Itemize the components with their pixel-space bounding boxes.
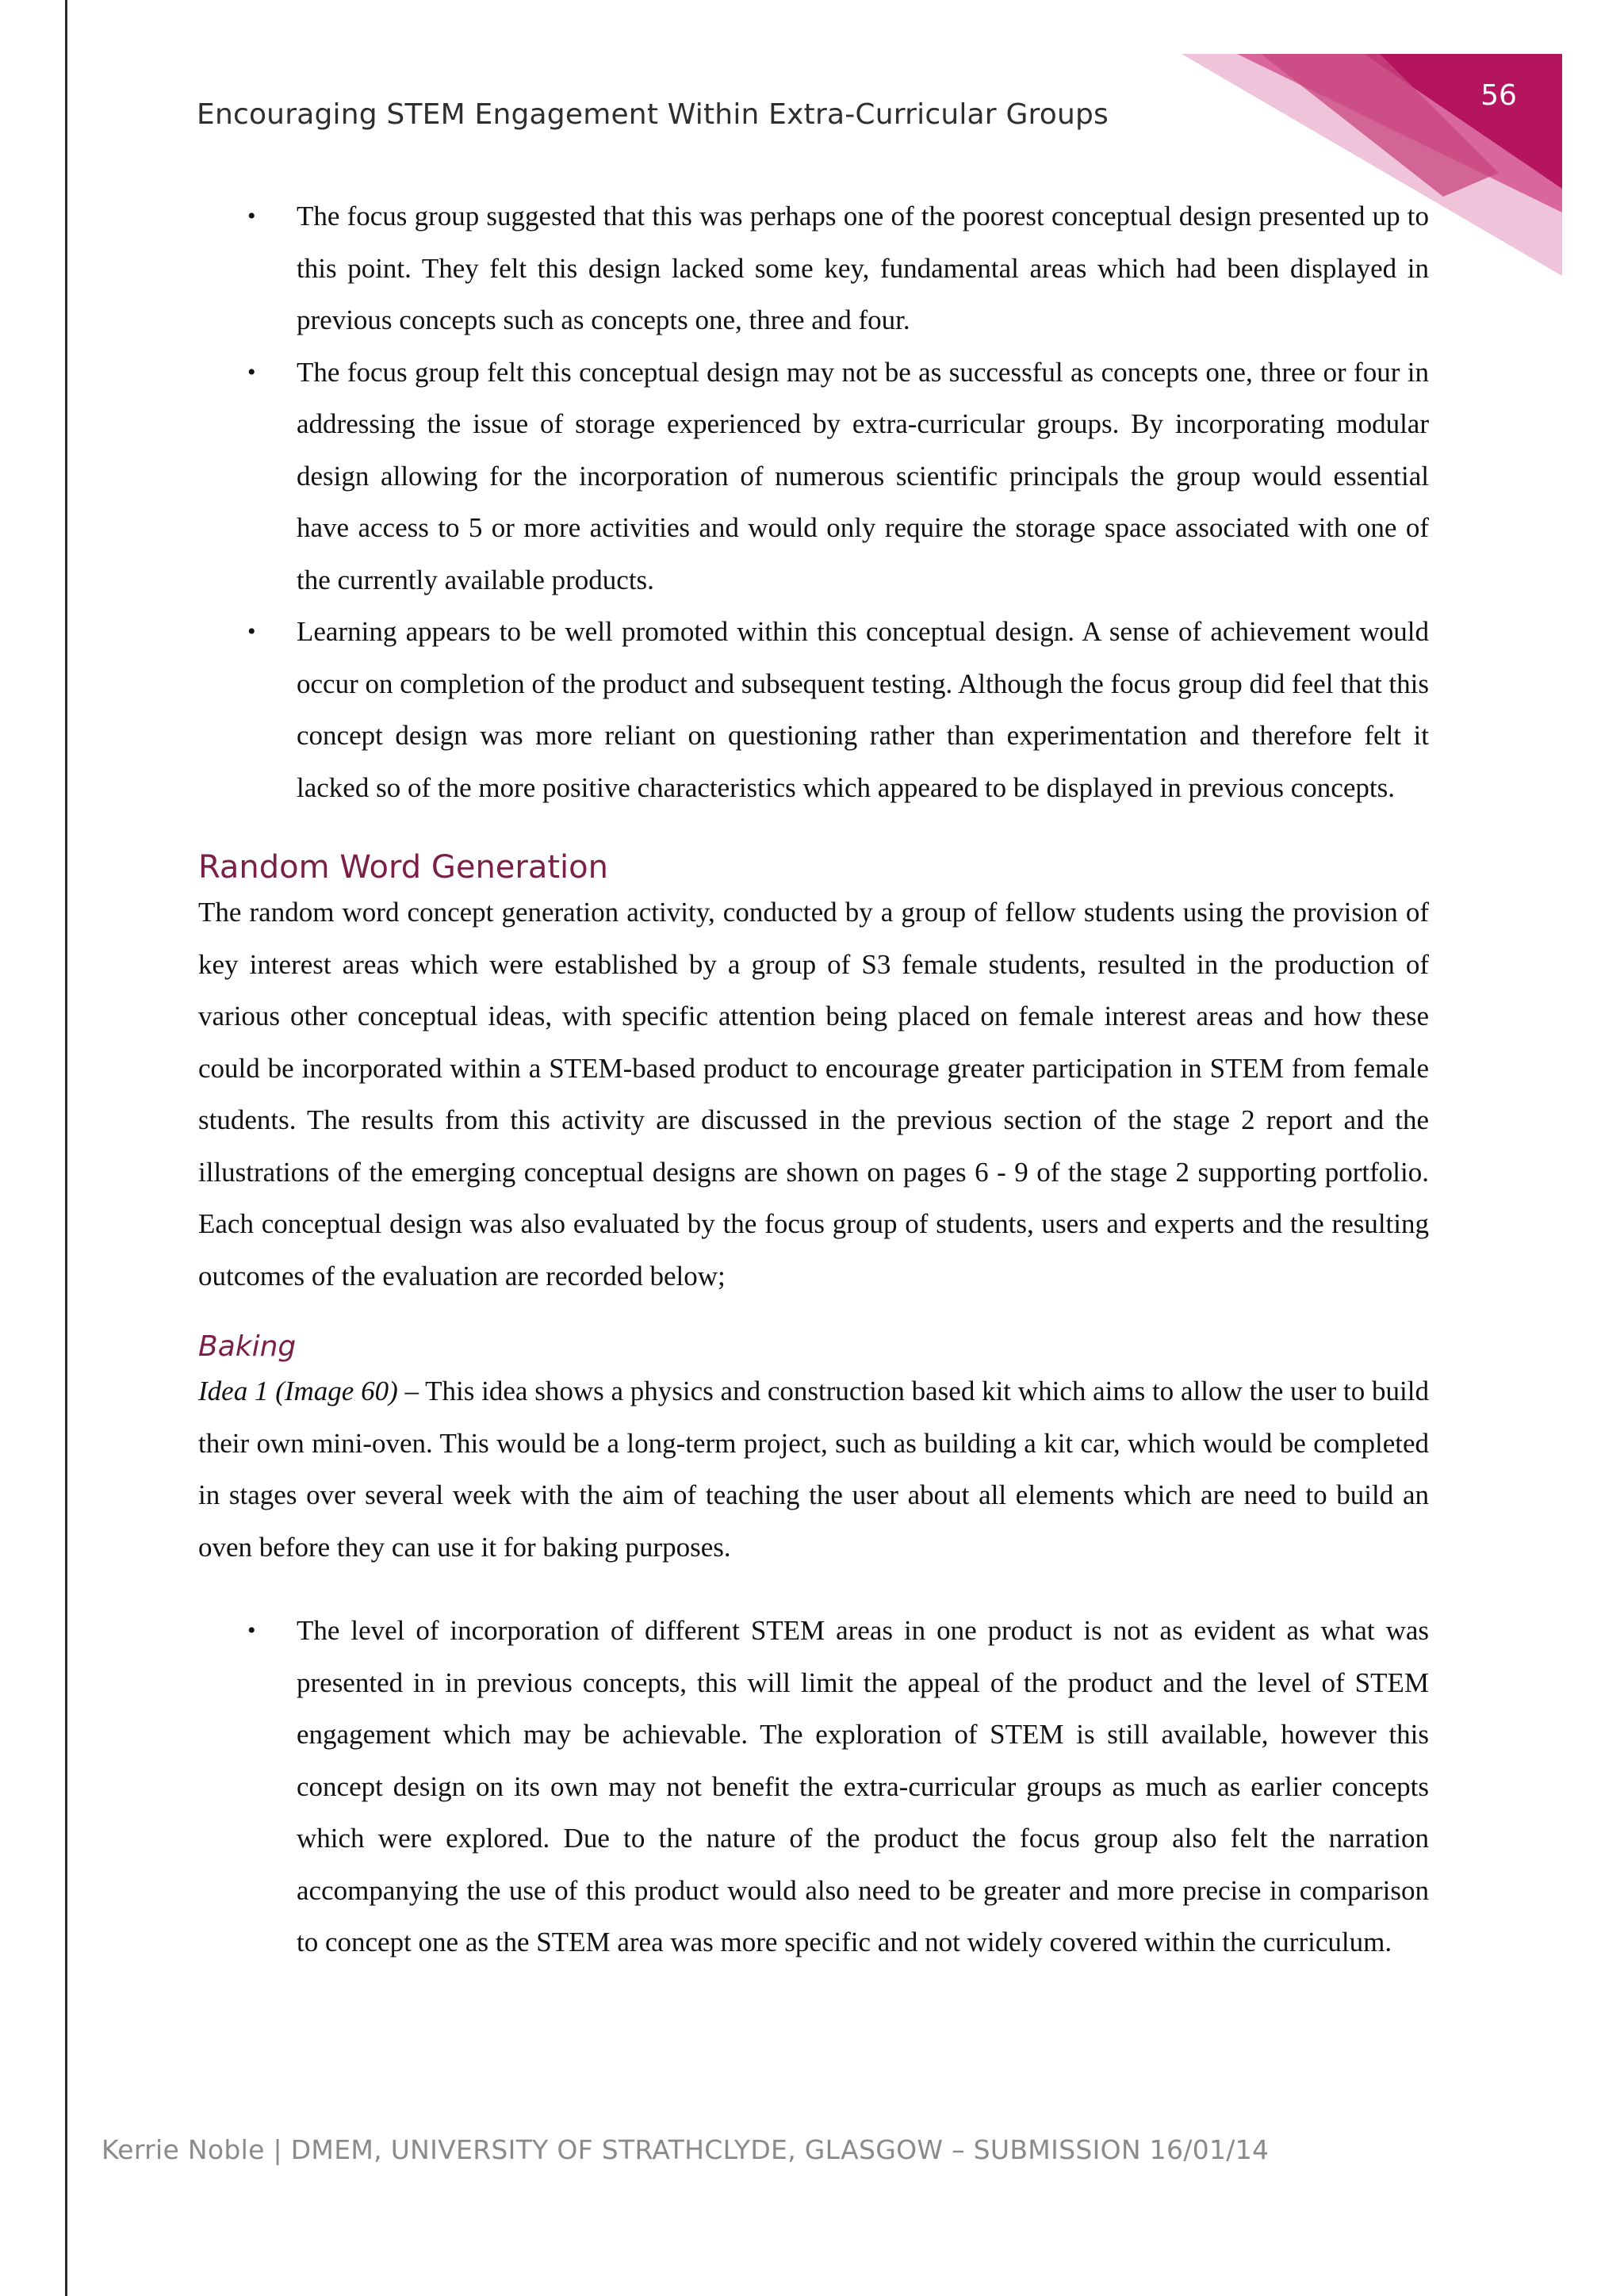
idea-text: – This idea shows a physics and construction based kit which aims to allow the user to build their own mini-oven. This would be a long-term project, such as building a kit car, which would be completed in stages over several week with the aim of teaching the user about all elements which are need to build an oven before they can use it for baking purposes. <box>198 1376 1429 1563</box>
spacer <box>198 1573 1429 1605</box>
bullet-text: The focus group felt this conceptual design may not be as successful as concepts one, three or four in addressing the issue of storage experienced by extra-curricular groups. By incorporating modular design allowing for the incorporation of numerous scientific principals the group would essential have access to 5 or more activities and would only require the storage space associated with one of the currently available products. <box>297 356 1429 595</box>
page-footer: Kerrie Noble | DMEM, UNIVERSITY OF STRATHCLYDE, GLASGOW – SUBMISSION 16/01/14 <box>102 2134 1270 2165</box>
idea-paragraph <box>198 1365 1429 1573</box>
list-item <box>198 606 1429 813</box>
idea-label: Idea 1 (Image 60) <box>198 1376 398 1406</box>
section-heading: Random Word Generation <box>198 849 608 886</box>
bullet-text: The focus group suggested that this was perhaps one of the poorest conceptual design presented up to this point. They felt this design lacked some key, fundamental areas which had been displayed in previous concepts such as concepts one, three and four. <box>297 201 1429 335</box>
bullet-list-top <box>198 190 1429 813</box>
bullet-text: Learning appears to be well promoted within this conceptual design. A sense of achievement would occur on completion of the product and subsequent testing. Although the focus group did feel that this concept design was more reliant on questioning rather than experimentation and therefore felt it lacked so of the more positive characteristics which appeared to be displayed in previous concepts. <box>297 616 1429 803</box>
list-item <box>198 1605 1429 1969</box>
section-paragraph: The random word concept generation activity, conducted by a group of fellow students using the provision of key interest areas which were established by a group of S3 female students, resulted in the production of various other conceptual ideas, with specific attention being placed on female interest areas and how these could be incorporated within a STEM-based product to encourage greater participation in STEM from female students. The results from this activity are discussed in the previous section of the stage 2 report and the illustrations of the emerging conceptual designs are shown on pages 6 - 9 of the stage 2 supporting portfolio. Each conceptual design was also evaluated by the focus group of students, users and experts and the resulting outcomes of the evaluation are recorded below; <box>198 897 1429 1292</box>
bullet-dot: • <box>247 358 256 385</box>
page-body <box>198 190 1429 1969</box>
subsection-heading: Baking <box>198 1330 297 1363</box>
bullet-dot: • <box>247 1617 256 1644</box>
bullet-list-bottom <box>198 1605 1429 1969</box>
bullet-text: The level of incorporation of different STEM areas in one product is not as evident as what was presented in in previous concepts, this will limit the appeal of the product and the level of STEM engagement which may be achievable. The exploration of STEM is still available, however this concept design on its own may not benefit the extra-curricular groups as much as earlier concepts which were explored. Due to the nature of the product the focus group also felt the narration accompanying the use of this product would also need to be greater and more precise in comparison to concept one as the STEM area was more specific and not widely covered within the curriculum. <box>297 1615 1429 1957</box>
page-number: 56 <box>1480 79 1517 112</box>
list-item <box>198 190 1429 346</box>
left-margin-rule <box>65 0 67 2296</box>
running-header-title: Encouraging STEM Engagement Within Extra-Curricular Groups <box>197 98 1109 131</box>
bullet-dot: • <box>247 203 256 229</box>
list-item <box>198 346 1429 607</box>
bullet-dot: • <box>247 618 256 645</box>
